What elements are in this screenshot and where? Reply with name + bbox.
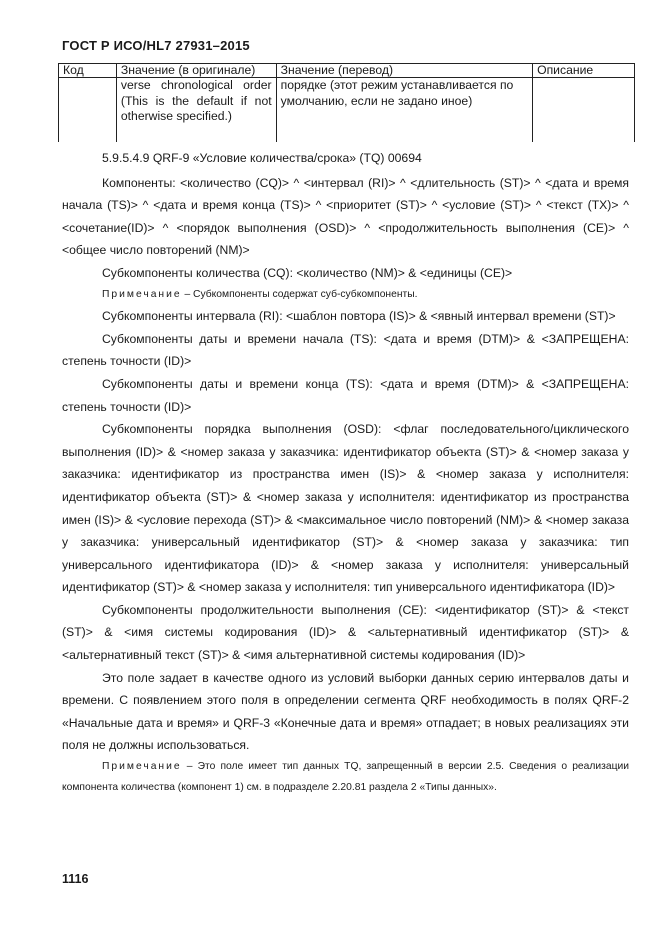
document-header-title: ГОСТ Р ИСО/HL7 27931–2015	[62, 38, 250, 53]
table-header-row	[59, 64, 635, 78]
note-1-label: Примечание	[102, 288, 182, 300]
column-header-description: Описание	[533, 64, 635, 78]
cell-translation: порядке (этот режим устанавливается по умолчанию, если не задано иное)	[276, 78, 532, 143]
column-header-code: Код	[59, 64, 117, 78]
column-header-translation: Значение (перевод)	[276, 64, 532, 78]
column-header-original: Значение (в оригинале)	[116, 64, 276, 78]
start-subcomponents: Субкомпоненты даты и времени начала (TS): <дата и время (DTM)> & <ЗАПРЕЩЕНА: степень точности (ID)>	[62, 331, 629, 369]
page-number: 1116	[62, 872, 89, 886]
table-row	[59, 78, 635, 143]
note-2	[62, 757, 629, 798]
section-heading: 5.9.5.4.9 QRF-9 «Условие количества/срока» (TQ) 00694	[102, 151, 422, 165]
note-2-text: – Это поле имеет тип данных TQ, запрещенный в версии 2.5. Сведения о реализации компонента количества (компонент 1) см. в подразделе 2.20.81 раздела 2 «Типы данных».	[62, 761, 629, 793]
body-text	[62, 147, 629, 798]
duration-subcomponents: Субкомпоненты продолжительности выполнения (CE): <идентификатор (ST)> & <текст (ST)> & <имя системы кодирования (ID)> & <альтернативный идентификатор (ST)> & <альтернативный текст (ST)> & <имя альтернативной системы кодирования (ID)>	[62, 602, 629, 663]
description-paragraph: Это поле задает в качестве одного из условий выборки данных серию интервалов даты и времени. С появлением этого поля в определении сегмента QRF необходимость в полях QRF-2 «Начальные дата и время» и QRF-3 «Конечные дата и время» отпадает; в новых реализациях эти поля не должны использоваться.	[62, 670, 629, 753]
continuation-table	[58, 63, 635, 142]
order-subcomponents: Субкомпоненты порядка выполнения (OSD): <флаг последовательного/циклического выполнения (ID)> & <номер заказа у заказчика: идентификатор объекта (ST)> & <номер заказа у заказчика: идентификатор из пространства имен (IS)> & <номер заказа у исполнителя: идентификатор объекта (ST)> & <номер заказа у исполнителя: идентификатор из пространства имен (IS)> & <условие перехода (ST)> & <максимальное число повторений (NM)> & <номер заказа у заказчика: универсальный идентификатор (ST)> & <номер заказа у заказчика: тип универсального идентификатора (ID)> & <номер заказа у исполнителя: универсальный идентификатор (ST)> & <номер заказа у исполнителя: тип универсального идентификатора (ID)>	[62, 422, 629, 595]
note-1-text: – Субкомпоненты содержат суб-субкомпоненты.	[181, 288, 418, 300]
cell-description	[533, 78, 635, 143]
note-2-label: Примечание	[102, 761, 182, 773]
quantity-subcomponents: Субкомпоненты количества (CQ): <количество (NM)> & <единицы (CE)>	[102, 265, 513, 280]
cell-original: verse chronological order (This is the default if not otherwise specified.)	[116, 78, 276, 143]
interval-subcomponents: Субкомпоненты интервала (RI): <шаблон повтора (IS)> & <явный интервал времени (ST)>	[102, 309, 616, 324]
end-subcomponents: Субкомпоненты даты и времени конца (TS): <дата и время (DTM)> & <ЗАПРЕЩЕНА: степень точности (ID)>	[62, 376, 629, 414]
components-paragraph: Компоненты: <количество (CQ)> ^ <интервал (RI)> ^ <длительность (ST)> ^ <дата и время начала (TS)> ^ <дата и время конца (TS)> ^ <приоритет (ST)> ^ <условие (ST)> ^ <текст (TX)> ^ <сочетание(ID)> ^ <порядок выполнения (OSD)> ^ <продолжительность выполнения (CE)> ^ <общее число повторений (NM)>	[62, 175, 629, 258]
note-1	[62, 285, 629, 306]
cell-code	[59, 78, 117, 143]
